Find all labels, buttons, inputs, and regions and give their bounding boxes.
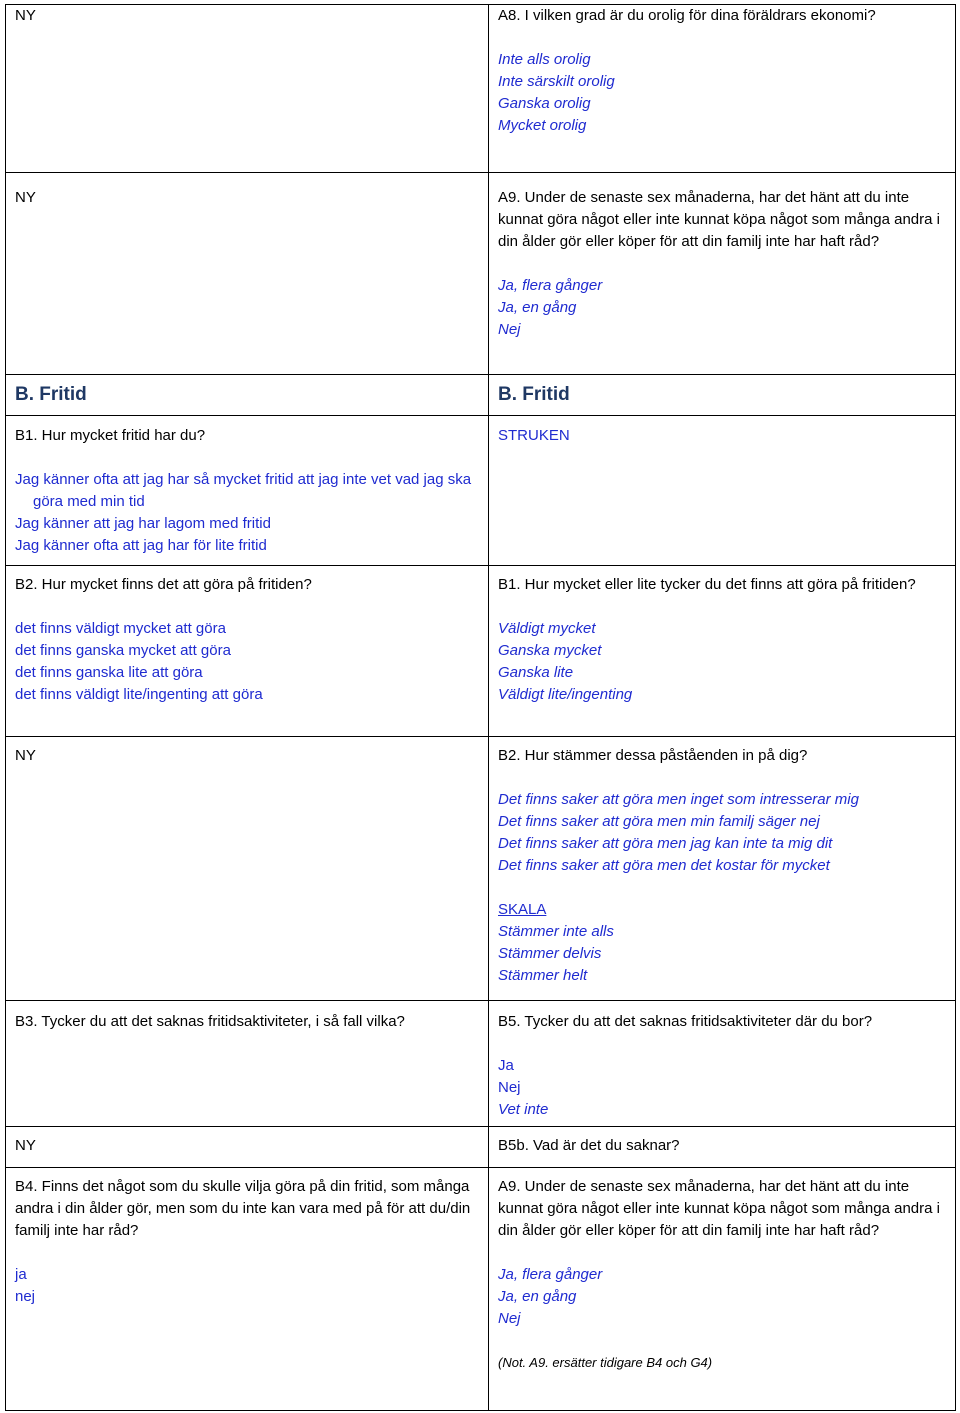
option: Ja, flera gånger xyxy=(498,277,603,294)
option: Ganska lite xyxy=(498,664,574,681)
option: Väldigt lite/ingenting xyxy=(498,686,633,703)
option: Mycket orolig xyxy=(498,117,587,134)
new-marker: NY xyxy=(15,747,36,764)
left-cell xyxy=(6,416,489,566)
row-b1 xyxy=(6,416,956,566)
left-cell xyxy=(6,566,489,737)
scale-option: Stämmer inte alls xyxy=(498,923,614,940)
right-cell xyxy=(489,416,956,566)
question-a9: A9. Under de senaste sex månaderna, har det hänt att du inte kunnat göra något eller inte kunnat köpa något som många andra i din ålder gör eller köper för att din familj inte har haft råd? xyxy=(498,189,940,250)
option: Vet inte xyxy=(498,1101,549,1118)
row-a9 xyxy=(6,173,956,375)
right-cell xyxy=(489,173,956,375)
option: Jag känner ofta att jag har för lite fritid xyxy=(15,537,267,554)
section-title: B. Fritid xyxy=(498,384,570,405)
row-b3 xyxy=(6,1001,956,1127)
question-b5: B5. Tycker du att det saknas fritidsaktiviteter där du bor? xyxy=(498,1013,873,1030)
left-cell xyxy=(6,1001,489,1127)
option: Jag känner att jag har lagom med fritid xyxy=(15,515,271,532)
statement: Det finns saker att göra men inget som intresserar mig xyxy=(498,791,859,808)
struck-label: STRUKEN xyxy=(498,427,570,444)
new-marker: NY xyxy=(15,189,36,206)
question-b1: B1. Hur mycket fritid har du? xyxy=(15,427,206,444)
scale-option: Stämmer delvis xyxy=(498,945,602,962)
row-section-header xyxy=(6,375,956,416)
left-cell xyxy=(6,173,489,375)
section-title: B. Fritid xyxy=(15,384,87,405)
row-b2 xyxy=(6,566,956,737)
statement: Det finns saker att göra men det kostar för mycket xyxy=(498,857,830,874)
right-cell xyxy=(489,1168,956,1411)
question-new-b2: B2. Hur stämmer dessa påståenden in på dig? xyxy=(498,747,808,764)
option: Ganska orolig xyxy=(498,95,591,112)
right-cell xyxy=(489,566,956,737)
option: Väldigt mycket xyxy=(498,620,596,637)
question-b5b: B5b. Vad är det du saknar? xyxy=(498,1137,680,1154)
question-b4: B4. Finns det något som du skulle vilja göra på din fritid, som många andra i din ålder gör, men som du inte kan vara med på för att du/din familj inte har råd? xyxy=(15,1178,471,1239)
new-marker: NY xyxy=(15,1137,36,1154)
statement: Det finns saker att göra men jag kan inte ta mig dit xyxy=(498,835,833,852)
scale-label: SKALA xyxy=(498,901,547,918)
row-b5b xyxy=(6,1127,956,1168)
option: Nej xyxy=(498,1079,521,1096)
right-cell xyxy=(489,737,956,1001)
option: Ja, flera gånger xyxy=(498,1266,603,1283)
option: ja xyxy=(15,1266,27,1283)
option: det finns väldigt mycket att göra xyxy=(15,620,226,637)
left-cell xyxy=(6,737,489,1001)
option: Inte alls orolig xyxy=(498,51,591,68)
scale-option: Stämmer helt xyxy=(498,967,588,984)
row-new-b2 xyxy=(6,737,956,1001)
left-cell xyxy=(6,1127,489,1168)
question-new-b1: B1. Hur mycket eller lite tycker du det finns att göra på fritiden? xyxy=(498,576,916,593)
footnote: (Not. A9. ersätter tidigare B4 och G4) xyxy=(498,1355,713,1370)
right-cell xyxy=(489,5,956,173)
question-b2: B2. Hur mycket finns det att göra på fritiden? xyxy=(15,576,312,593)
row-b4 xyxy=(6,1168,956,1411)
row-a8 xyxy=(6,5,956,173)
question-a9-repeat: A9. Under de senaste sex månaderna, har det hänt att du inte kunnat göra något eller inte kunnat köpa något som många andra i din ålder gör eller köper för att din familj inte har haft råd? xyxy=(498,1178,940,1239)
option: Ja xyxy=(498,1057,514,1074)
option: Nej xyxy=(498,1310,521,1327)
left-cell xyxy=(6,5,489,173)
option: Jag känner ofta att jag har så mycket fritid att jag inte vet vad jag ska göra med min tid xyxy=(15,471,472,510)
option: det finns ganska mycket att göra xyxy=(15,642,231,659)
right-cell xyxy=(489,1001,956,1127)
option: nej xyxy=(15,1288,36,1305)
option: Ja, en gång xyxy=(498,1288,577,1305)
option: Ja, en gång xyxy=(498,299,577,316)
question-a8: A8. I vilken grad är du orolig för dina föräldrars ekonomi? xyxy=(498,7,876,24)
statement: Det finns saker att göra men min familj säger nej xyxy=(498,813,820,830)
new-marker: NY xyxy=(15,7,36,24)
questionnaire-table xyxy=(5,4,956,1411)
left-cell xyxy=(6,375,489,416)
option: Inte särskilt orolig xyxy=(498,73,615,90)
option: det finns väldigt lite/ingenting att göra xyxy=(15,686,263,703)
left-cell xyxy=(6,1168,489,1411)
right-cell xyxy=(489,1127,956,1168)
option: Nej xyxy=(498,321,521,338)
right-cell xyxy=(489,375,956,416)
question-b3: B3. Tycker du att det saknas fritidsaktiviteter, i så fall vilka? xyxy=(15,1013,405,1030)
option: Ganska mycket xyxy=(498,642,602,659)
option: det finns ganska lite att göra xyxy=(15,664,203,681)
